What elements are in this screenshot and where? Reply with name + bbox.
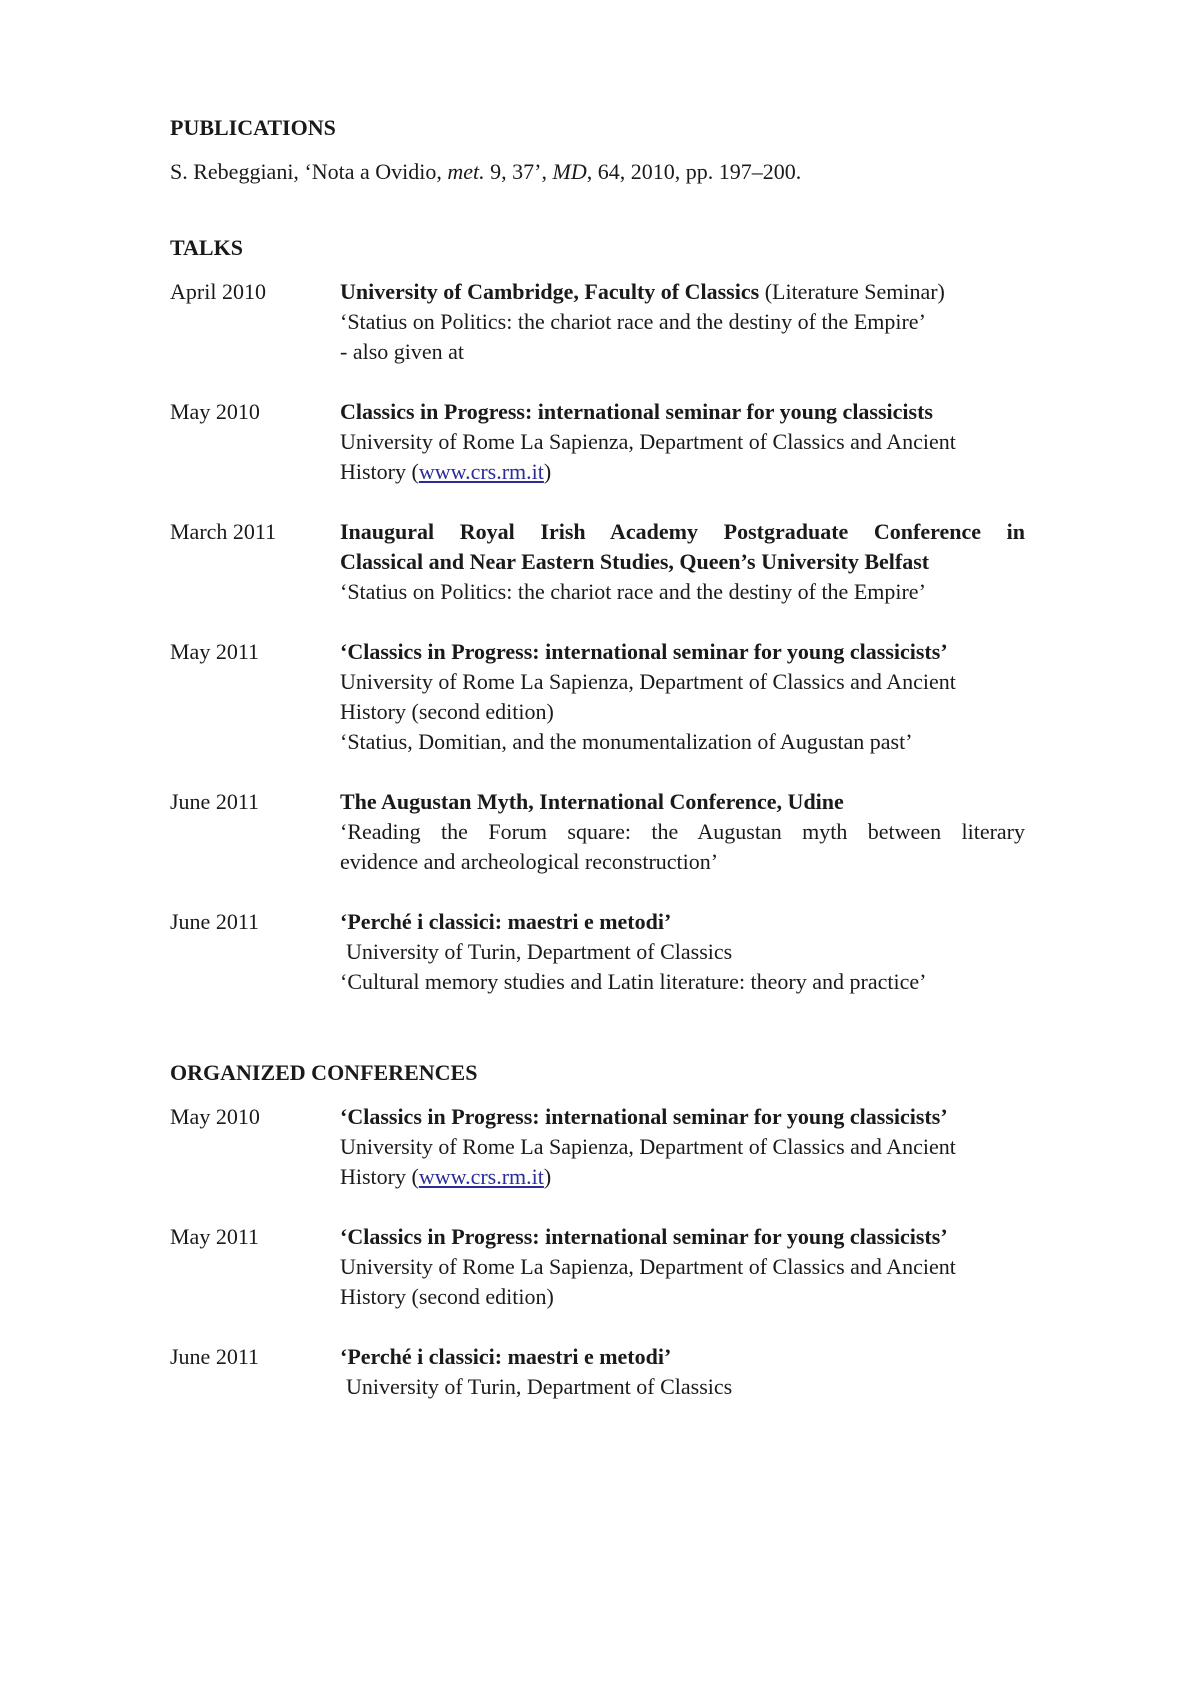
publication-author: S. Rebeggiani, (170, 159, 305, 184)
talk-paper-title-line1: ‘Reading the Forum square: the Augustan myth between literary (340, 819, 1025, 844)
talk-date: June 2011 (170, 789, 260, 814)
conference-title: ‘Classics in Progress: international seminar for young classicists’ (340, 1224, 948, 1249)
publication-title-italic: met. (447, 159, 485, 184)
conference-date: June 2011 (170, 1344, 260, 1369)
conference-content (340, 1342, 1025, 1402)
talk-paper-title: ‘Statius on Politics: the chariot race and the destiny of the Empire’ (340, 579, 926, 604)
talk-title-line1: Inaugural Royal Irish Academy Postgraduate Conference in (340, 519, 1025, 544)
talk-paper-title: ‘Statius on Politics: the chariot race and the destiny of the Empire’ (340, 309, 926, 334)
publications-section (170, 113, 1025, 187)
organized-conferences-section (170, 1058, 1025, 1399)
conference-date: May 2010 (170, 1104, 260, 1129)
talk-date: May 2011 (170, 639, 260, 664)
talk-paper-title-line2: evidence and archeological reconstruction’ (340, 849, 719, 874)
talk-title-line2: Classical and Near Eastern Studies, Queen’s University Belfast (340, 549, 930, 574)
talk-content (340, 787, 1025, 877)
talk-title: Classics in Progress: international seminar for young classicists (340, 399, 933, 424)
talk-title-note: (Literature Seminar) (759, 279, 945, 304)
organized-conferences-heading: ORGANIZED CONFERENCES (170, 1060, 478, 1085)
publications-heading: PUBLICATIONS (170, 115, 336, 140)
talk-content (340, 277, 1025, 367)
conference-venue: University of Turin, Department of Classics (346, 1374, 733, 1399)
conference-venue-close: ) (543, 1164, 552, 1189)
talk-date: March 2011 (170, 519, 277, 544)
talk-paper-title: ‘Cultural memory studies and Latin literature: theory and practice’ (340, 969, 927, 994)
talk-paper-title: ‘Statius, Domitian, and the monumentalization of Augustan past’ (340, 729, 913, 754)
talk-content (340, 907, 1025, 997)
conference-website-link[interactable]: www.crs.rm.it (418, 1164, 544, 1189)
talk-note: - also given at (340, 339, 465, 364)
conference-date: May 2011 (170, 1224, 260, 1249)
conference-venue-cont: History ( (340, 1164, 419, 1189)
talk-venue: University of Rome La Sapienza, Department of Classics and Ancient (340, 429, 956, 454)
talk-venue: University of Rome La Sapienza, Department of Classics and Ancient (340, 669, 956, 694)
publication-entry (170, 157, 1025, 187)
publication-journal: MD (552, 159, 587, 184)
conference-content (340, 1222, 1025, 1312)
talk-title: ‘Classics in Progress: international seminar for young classicists’ (340, 639, 948, 664)
talk-venue-cont: History (second edition) (340, 699, 554, 724)
conference-venue: University of Rome La Sapienza, Department of Classics and Ancient (340, 1134, 956, 1159)
talk-date: May 2010 (170, 399, 260, 424)
talks-heading: TALKS (170, 235, 243, 260)
talk-venue-close: ) (543, 459, 552, 484)
publication-details: , 64, 2010, pp. 197–200. (586, 159, 802, 184)
talk-date: June 2011 (170, 909, 260, 934)
talk-content (340, 637, 1025, 757)
talks-section (170, 233, 1025, 994)
talk-content (340, 397, 1025, 487)
conference-venue-cont: History (second edition) (340, 1284, 554, 1309)
talk-title: ‘Perché i classici: maestri e metodi’ (340, 909, 672, 934)
publication-title-rest: 9, 37’, (484, 159, 553, 184)
conference-venue: University of Rome La Sapienza, Department of Classics and Ancient (340, 1254, 956, 1279)
talk-content (340, 517, 1025, 607)
publication-title-open: ‘Nota a Ovidio, (304, 159, 448, 184)
talk-date: April 2010 (170, 279, 266, 304)
talk-website-link[interactable]: www.crs.rm.it (418, 459, 544, 484)
talk-title: The Augustan Myth, International Conference, Udine (340, 789, 844, 814)
conference-content (340, 1102, 1025, 1192)
talk-title: University of Cambridge, Faculty of Classics (340, 279, 760, 304)
conference-title: ‘Classics in Progress: international seminar for young classicists’ (340, 1104, 948, 1129)
talk-venue-cont: History ( (340, 459, 419, 484)
conference-title: ‘Perché i classici: maestri e metodi’ (340, 1344, 672, 1369)
talk-venue: University of Turin, Department of Classics (346, 939, 733, 964)
